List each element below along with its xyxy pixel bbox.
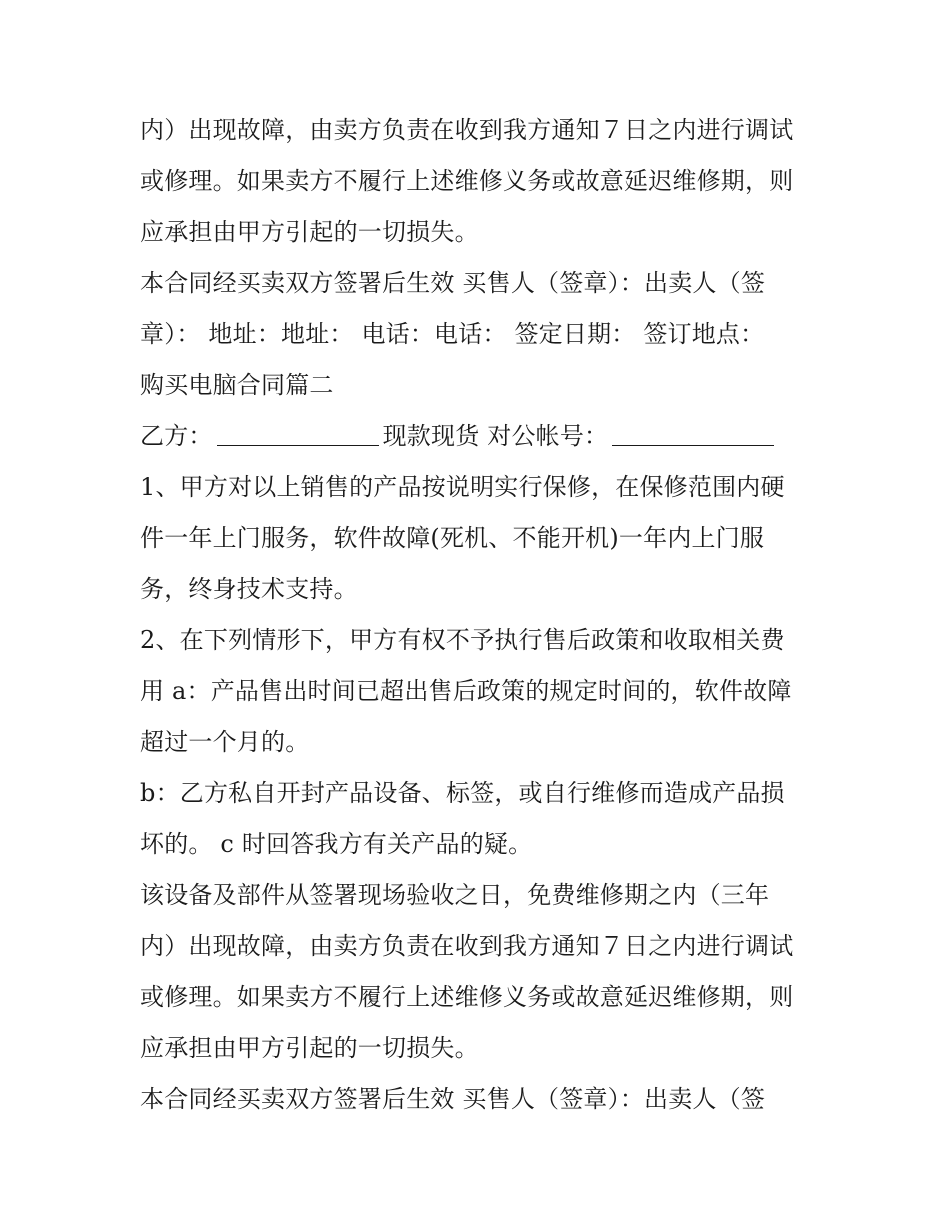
text-line: 超过一个月的。 <box>140 728 310 756</box>
text-line: 或修理。如果卖方不履行上述维修义务或故意延迟维修期，则 <box>140 167 794 195</box>
text-line: 1、甲方对以上销售的产品按说明实行保修，在保修范围内硬 <box>140 473 785 501</box>
party-b-label: 乙方： <box>140 422 213 450</box>
text-line: 应承担由甲方引起的一切损失。 <box>140 1034 479 1062</box>
text-line: 或修理。如果卖方不履行上述维修义务或故意延迟维修期，则 <box>140 983 794 1011</box>
text-line: 件一年上门服务，软件故障(死机、不能开机)一年内上门服 <box>140 524 765 552</box>
text-line: b：乙方私自开封产品设备、标签，或自行维修而造成产品损 <box>140 779 785 807</box>
text-line: 该设备及部件从签署现场验收之日，免费维修期之内（三年 <box>140 881 770 909</box>
text-line: 坏的。 c 时回答我方有关产品的疑。 <box>140 830 533 858</box>
text-line: 应承担由甲方引起的一切损失。 <box>140 218 479 246</box>
text-line: 用 a：产品售出时间已超出售后政策的规定时间的，软件故障 <box>140 677 792 705</box>
text-line: 务，终身技术支持。 <box>140 575 358 603</box>
text-line: 本合同经买卖双方签署后生效 买售人（签章）：出卖人（签 <box>140 1085 766 1113</box>
account-number-blank <box>612 419 774 446</box>
text-line: 内）出现故障，由卖方负责在收到我方通知７日之内进行调试 <box>140 932 794 960</box>
text-line: 本合同经买卖双方签署后生效 买售人（签章）：出卖人（签 <box>140 269 766 297</box>
text-line: 2、在下列情形下，甲方有权不予执行售后政策和收取相关费 <box>140 626 785 654</box>
text-line: 内）出现故障，由卖方负责在收到我方通知７日之内进行调试 <box>140 116 794 144</box>
party-b-blank <box>217 419 379 446</box>
section-heading: 购买电脑合同篇二 <box>140 371 334 399</box>
cash-terms-label: 现款现货 对公帐号： <box>382 422 609 450</box>
party-account-line <box>140 416 820 456</box>
text-line: 章）： 地址：地址： 电话：电话： 签定日期： 签订地点： <box>140 320 765 348</box>
